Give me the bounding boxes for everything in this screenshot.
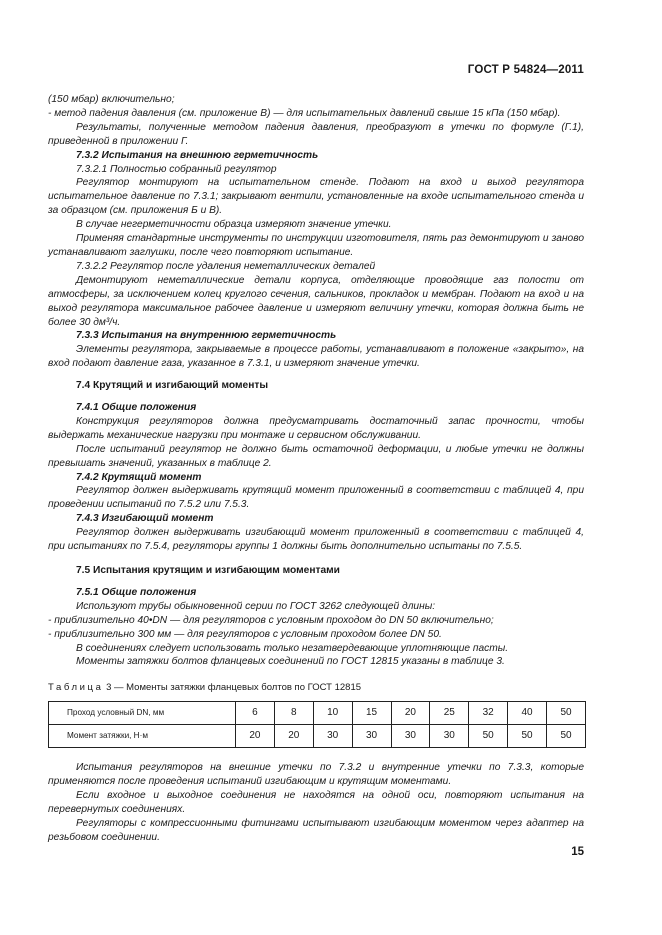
table-cell: 20 <box>391 702 430 725</box>
table-cell: 20 <box>274 725 313 748</box>
paragraph: Регулятор должен выдерживать изгибающий момент приложенный в соответствии с таблицей 4, при испытаниях по 7.5.4, регуляторы группы 1 должны быть дополнительно испытаны по 7.5.5. <box>48 527 584 553</box>
paragraph: Регулятор монтируют на испытательном стенде. Подают на вход и выход регулятора испытательное давление по 7.3.1; закрывают вентили, установленные на входе испытательного стенда и за образцом (см. приложения Б и В). <box>48 177 584 217</box>
table-cell: 40 <box>508 702 547 725</box>
table-caption-prefix: Таблица <box>48 682 104 694</box>
table-cell: 50 <box>547 702 586 725</box>
table-cell: 50 <box>469 725 508 748</box>
paragraph: Испытания регуляторов на внешние утечки по 7.3.2 и внутренние утечки по 7.3.3, которые применяются после проведения испытаний изгибающим и крутящим моментами. <box>48 762 584 788</box>
paragraph: Элементы регулятора, закрываемые в процессе работы, устанавливают в положение «закрыто», на вход подают давление газа, указанное в 7.3.1, и измеряют значение утечки. <box>48 344 584 370</box>
table-row <box>49 725 586 748</box>
paragraph: Регуляторы с компрессионными фитингами испытывают изгибающим моментом через адаптер на резьбовом соединении. <box>48 817 584 843</box>
table-cell: 30 <box>391 725 430 748</box>
paragraph: Демонтируют неметаллические детали корпуса, отделяющие проводящие газ полости от атмосферы, за исключением колец круглого сечения, сальников, прокладок и мембран. Подают на вход и на выход регулятора максимальное рабочее давление и измеряют величину утечки, которая должна быть не более 30 дм³/ч. <box>48 274 584 328</box>
table-cell: 15 <box>352 702 391 725</box>
table-cell: 50 <box>508 725 547 748</box>
paragraph: После испытаний регулятор не должно быть остаточной деформации, и любые утечки не должны превышать значений, указанных в таблице 2. <box>48 443 584 469</box>
subsection-heading: 7.4.3 Изгибающий момент <box>76 513 214 525</box>
paragraph: Используют трубы обыкновенной серии по ГОСТ 3262 следующей длины: <box>76 600 436 612</box>
paragraph: Результаты, полученные методом падения давления, преобразуют в утечки по формуле (Г.1), приведенной в приложении Г. <box>48 121 584 147</box>
document-body <box>48 93 584 845</box>
list-item: - приблизительно 40•DN — для регуляторов с условным проходом до DN 50 включительно; <box>48 614 494 626</box>
page-number: 15 <box>571 846 584 858</box>
table-caption <box>48 681 584 695</box>
table-cell: 50 <box>547 725 586 748</box>
table-cell: 20 <box>236 725 275 748</box>
subsection-heading: 7.4.1 Общие положения <box>76 402 197 414</box>
list-item: - метод падения давления (см. приложение В) — для испытательных давлений свыше 15 кПа (150 мбар). <box>48 107 561 119</box>
list-item: - приблизительно 300 мм — для регуляторов с условным проходом более DN 50. <box>48 628 442 640</box>
paragraph: Моменты затяжки болтов фланцевых соединений по ГОСТ 12815 указаны в таблице 3. <box>76 656 505 668</box>
section-heading: 7.4 Крутящий и изгибающий моменты <box>76 380 269 392</box>
subsection-heading: 7.3.2.1 Полностью собранный регулятор <box>76 163 277 175</box>
table-row <box>49 702 586 725</box>
paragraph: Регулятор должен выдерживать крутящий момент приложенный в соответствии с таблицей 4, при проведении испытаний по 7.5.2 или 7.5.3. <box>48 485 584 511</box>
table-cell: 30 <box>430 725 469 748</box>
subsection-heading: 7.4.2 Крутящий момент <box>76 471 202 483</box>
table-cell: 25 <box>430 702 469 725</box>
flange-bolt-torque-table <box>48 701 586 748</box>
table-cell: 6 <box>236 702 275 725</box>
table-cell: 10 <box>313 702 352 725</box>
table-row-label: Момент затяжки, Н·м <box>49 725 236 748</box>
subsection-heading: 7.5.1 Общие положения <box>76 586 197 598</box>
table-caption-text: 3 — Моменты затяжки фланцевых болтов по ГОСТ 12815 <box>103 682 362 694</box>
paragraph: Конструкция регуляторов должна предусматривать достаточный запас прочности, чтобы выдержать механические нагрузки при монтаже и сервисном обслуживании. <box>48 415 584 441</box>
paragraph: Применяя стандартные инструменты по инструкции изготовителя, пять раз демонтируют и заново устанавливают заглушки, после чего повторяют испытание. <box>48 233 584 258</box>
paragraph: В соединениях следует использовать только незатвердевающие уплотняющие пасты. <box>76 642 509 654</box>
table-row-label: Проход условный DN, мм <box>49 702 236 725</box>
subsection-heading: 7.3.2.2 Регулятор после удаления неметаллических деталей <box>76 260 376 272</box>
paragraph: (150 мбар) включительно; <box>48 94 175 105</box>
paragraph: В случае негерметичности образца измеряют значение утечки. <box>76 219 392 231</box>
subsection-heading: 7.3.3 Испытания на внутреннюю герметичность <box>76 330 337 342</box>
table-cell: 8 <box>274 702 313 725</box>
table-cell: 32 <box>469 702 508 725</box>
section-heading: 7.5 Испытания крутящим и изгибающим моментами <box>76 565 340 576</box>
subsection-heading: 7.3.2 Испытания на внешнюю герметичность <box>76 149 319 161</box>
paragraph: Если входное и выходное соединения не находятся на одной оси, повторяют испытания на перевернутых соединениях. <box>48 790 584 815</box>
table-cell: 30 <box>313 725 352 748</box>
table-cell: 30 <box>352 725 391 748</box>
document-id-header: ГОСТ Р 54824—2011 <box>467 64 584 76</box>
